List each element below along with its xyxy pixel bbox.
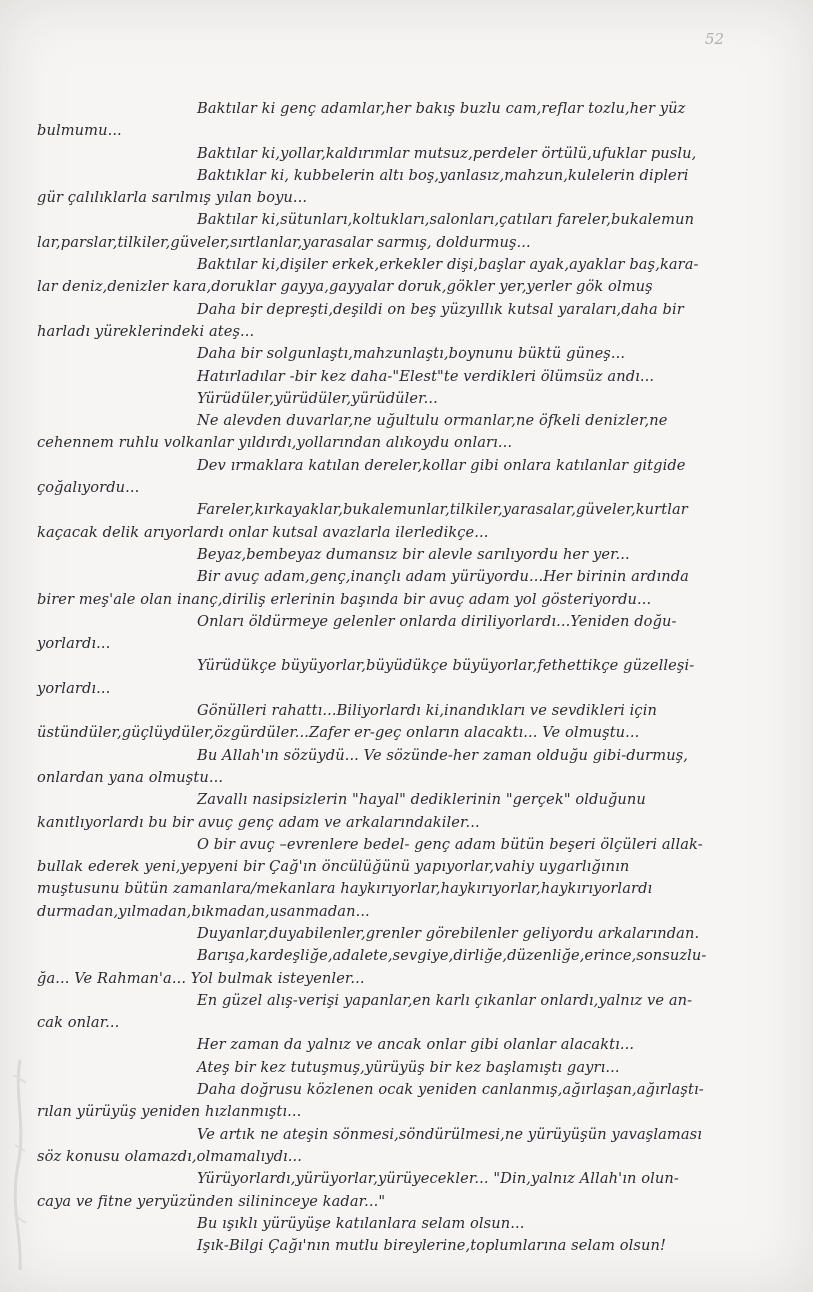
text-line: kanıtlıyorlardı bu bir avuç genç adam ve arkalarındakiler... [37,813,480,831]
text-line: Ateş bir kez tutuşmuş,yürüyüş bir kez başlamıştı gayrı... [197,1058,620,1076]
text-line: bullak ederek yeni,yepyeni bir Çağ'ın öncülüğünü yapıyorlar,vahiy uygarlığının [37,858,630,876]
text-line: Hatırladılar -bir kez daha-"Elest"te verdikleri ölümsüz andı... [197,367,655,385]
text-line: Beyaz,bembeyaz dumansız bir alevle sarılıyordu her yer... [197,545,630,563]
text-line: Baktılar ki,dişiler erkek,erkekler dişi,başlar ayak,ayaklar baş,kara- [197,256,699,274]
text-line: söz konusu olamazdı,olmamalıydı... [37,1147,303,1165]
text-line: Her zaman da yalnız ve ancak onlar gibi olanlar alacaktı... [197,1036,635,1054]
text-line: Ve artık ne ateşin sönmesi,söndürülmesi,ne yürüyüşün yavaşlaması [197,1125,703,1143]
text-line: Daha bir depreşti,deşildi on beş yüzyıllık kutsal yaraları,daha bir [197,300,684,318]
text-line: En güzel alış-verişi yapanlar,en karlı çıkanlar onlardı,yalnız ve an- [197,991,693,1009]
text-line: Onları öldürmeye gelenler onlarda diriliyorlardı...Yeniden doğu- [197,612,677,630]
text-line: Daha bir solgunlaştı,mahzunlaştı,boynunu büktü güneş... [197,345,626,363]
text-line: Yürüdükçe büyüyorlar,büyüdükçe büyüyorlar,fethettikçe güzelleşi- [197,657,695,675]
margin-stamp-mark [8,1055,32,1275]
text-line: yorlardı... [37,679,111,697]
text-line: Baktıklar ki, kubbelerin altı boş,yanlasız,mahzun,kulelerin dipleri [197,166,689,184]
text-line: muştusunu bütün zamanlara/mekanlara haykırıyorlar,haykırıyorlar,haykırıyorlardı [37,880,653,898]
text-line: Zavallı nasipsizlerin "hayal" dediklerinin "gerçek" olduğunu [197,791,646,809]
text-line: Bir avuç adam,genç,inançlı adam yürüyordu...Her birinin ardında [197,568,689,586]
text-line: Barışa,kardeşliğe,adalete,sevgiye,dirliğe,düzenliğe,erince,sonsuzlu- [197,947,707,965]
text-line: lar deniz,denizler kara,doruklar gayya,gayyalar doruk,gökler yer,yerler gök olmuş [37,278,653,296]
text-line: Baktılar ki,sütunları,koltukları,salonları,çatıları fareler,bukalemun [197,211,695,229]
text-line: caya ve fitne yeryüzünden silininceye kadar..." [37,1192,386,1210]
text-line: yorlardı... [37,635,111,653]
text-line: Fareler,kırkayaklar,bukalemunlar,tilkiler,yarasalar,güveler,kurtlar [197,501,688,519]
body-text [22,98,770,1257]
text-line: Baktılar ki,yollar,kaldırımlar mutsuz,perdeler örtülü,ufuklar puslu, [197,144,697,162]
text-line: Yürüyorlardı,yürüyorlar,yürüyecekler... "Din,yalnız Allah'ın olun- [197,1170,679,1188]
text-line: bulmumu... [37,122,122,140]
text-line: üstündüler,güçlüydüler,özgürdüler...Zafer er-geç onların alacaktı... Ve olmuştu... [37,724,640,742]
text-line: Ne alevden duvarlar,ne uğultulu ormanlar,ne öfkeli denizler,ne [197,412,668,430]
text-line: ğa... Ve Rahman'a... Yol bulmak isteyenler... [37,969,365,987]
text-line: Gönülleri rahattı...Biliyorlardı ki,inandıkları ve sevdikleri için [197,702,657,720]
text-line: rılan yürüyüş yeniden hızlanmıştı... [37,1103,302,1121]
text-line: Daha doğrusu közlenen ocak yeniden canlanmış,ağırlaşan,ağırlaştı- [197,1081,704,1099]
text-line: çoğalıyordu... [37,479,140,497]
text-line: Bu ışıklı yürüyüşe katılanlara selam olsun... [197,1214,525,1232]
page-number: 52 [705,30,725,48]
text-line: onlardan yana olmuştu... [37,768,224,786]
text-line: Işık-Bilgi Çağı'nın mutlu bireylerine,toplumlarına selam olsun! [197,1237,666,1255]
text-line: Dev ırmaklara katılan dereler,kollar gibi onlara katılanlar gitgide [197,456,686,474]
text-line: lar,parslar,tilkiler,güveler,sırtlanlar,yarasalar sarmış, doldurmuş... [37,233,531,251]
text-line: O bir avuç –evrenlere bedel- genç adam bütün beşeri ölçüleri allak- [197,835,703,853]
text-line: kaçacak delik arıyorlardı onlar kutsal avazlarla ilerledikçe... [37,523,489,541]
text-line: cak onlar... [37,1014,120,1032]
text-line: cehennem ruhlu volkanlar yıldırdı,yollarından alıkoydu onları... [37,434,513,452]
text-line: Bu Allah'ın sözüydü... Ve sözünde-her zaman olduğu gibi-durmuş, [197,746,689,764]
text-line: gür çalılıklarla sarılmış yılan boyu... [37,189,308,207]
text-line: Duyanlar,duyabilenler,grenler görebilenler geliyordu arkalarından. [197,924,700,942]
text-line: birer meş'ale olan inanç,diriliş erlerinin başında bir avuç adam yol gösteriyordu... [37,590,652,608]
text-line: durmadan,yılmadan,bıkmadan,usanmadan... [37,902,370,920]
text-line: Baktılar ki genç adamlar,her bakış buzlu cam,reflar tozlu,her yüz [197,100,686,117]
text-line: Yürüdüler,yürüdüler,yürüdüler... [197,389,438,407]
text-line: harladı yüreklerindeki ateş... [37,322,255,340]
